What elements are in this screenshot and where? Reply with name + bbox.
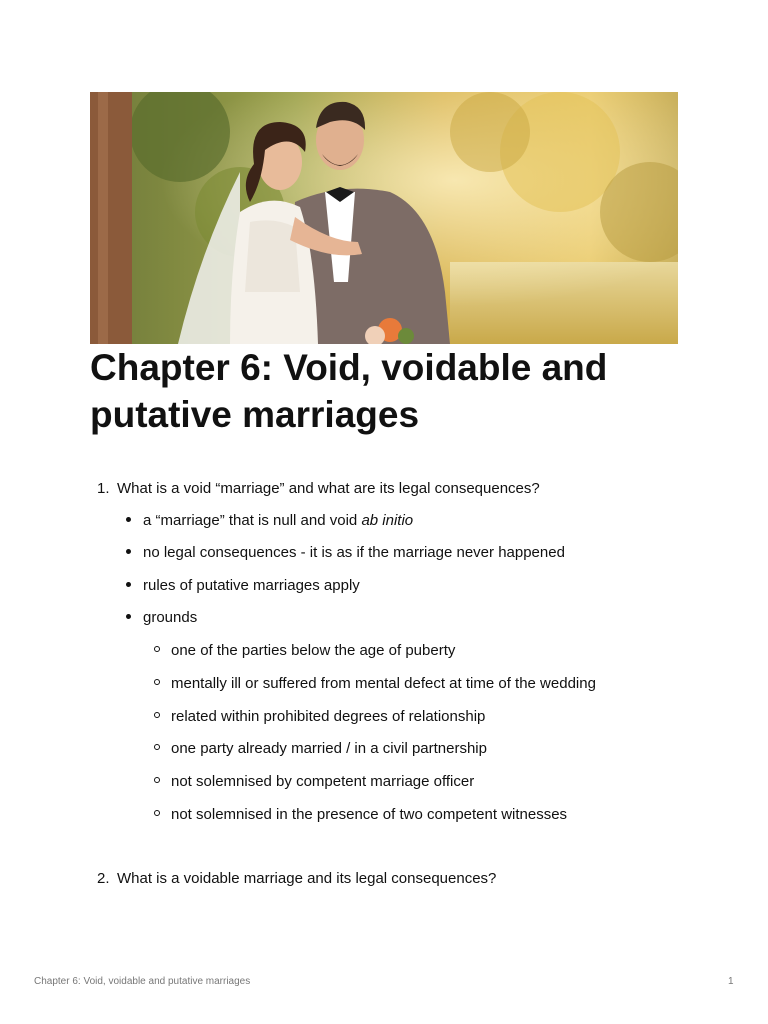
list-item <box>126 544 565 562</box>
bullet-icon <box>126 614 131 619</box>
footer-title: Chapter 6: Void, voidable and putative marriages <box>34 976 251 987</box>
circle-bullet-icon <box>154 712 160 718</box>
sub-bullet-text: mentally ill or suffered from mental defect at time of the wedding <box>171 675 596 692</box>
sub-bullet-text: not solemnised by competent marriage officer <box>171 773 475 790</box>
bullet-icon <box>126 517 131 522</box>
sub-list-item <box>154 642 455 660</box>
circle-bullet-icon <box>154 744 160 750</box>
sub-bullet-text: one party already married / in a civil partnership <box>171 740 487 757</box>
circle-bullet-icon <box>154 810 160 816</box>
question-1 <box>97 480 540 498</box>
question-text: What is a voidable marriage and its legal consequences? <box>117 870 497 887</box>
hero-photo-bride-and-groom <box>90 92 678 344</box>
question-number: 2. <box>97 870 110 887</box>
bullet-italic-text: ab initio <box>361 512 414 529</box>
sub-bullet-text: related within prohibited degrees of relationship <box>171 708 486 725</box>
circle-bullet-icon <box>154 679 160 685</box>
page-title: Chapter 6: Void, voidable and putative marriages <box>90 347 608 435</box>
list-item <box>126 512 413 530</box>
sub-bullet-text: not solemnised in the presence of two competent witnesses <box>171 806 568 823</box>
bullet-icon <box>126 549 131 554</box>
sub-list-item <box>154 740 487 758</box>
sub-list-item <box>154 773 474 791</box>
sub-list-item <box>154 675 596 693</box>
sub-list-item <box>154 708 485 726</box>
sub-list-item <box>154 806 567 824</box>
question-number: 1. <box>97 480 110 497</box>
circle-bullet-icon <box>154 646 160 652</box>
question-text: What is a void “marriage” and what are its legal consequences? <box>117 480 540 497</box>
bullet-icon <box>126 582 131 587</box>
bullet-text: no legal consequences - it is as if the marriage never happened <box>143 544 565 561</box>
bullet-text: rules of putative marriages apply <box>143 577 360 594</box>
list-item <box>126 577 360 595</box>
bullet-text: grounds <box>143 609 198 626</box>
list-item <box>126 609 197 627</box>
bullet-text: a “marriage” that is null and void <box>143 512 362 529</box>
page-number: 1 <box>728 976 734 987</box>
sub-bullet-text: one of the parties below the age of puberty <box>171 642 456 659</box>
circle-bullet-icon <box>154 777 160 783</box>
question-2 <box>97 870 496 888</box>
